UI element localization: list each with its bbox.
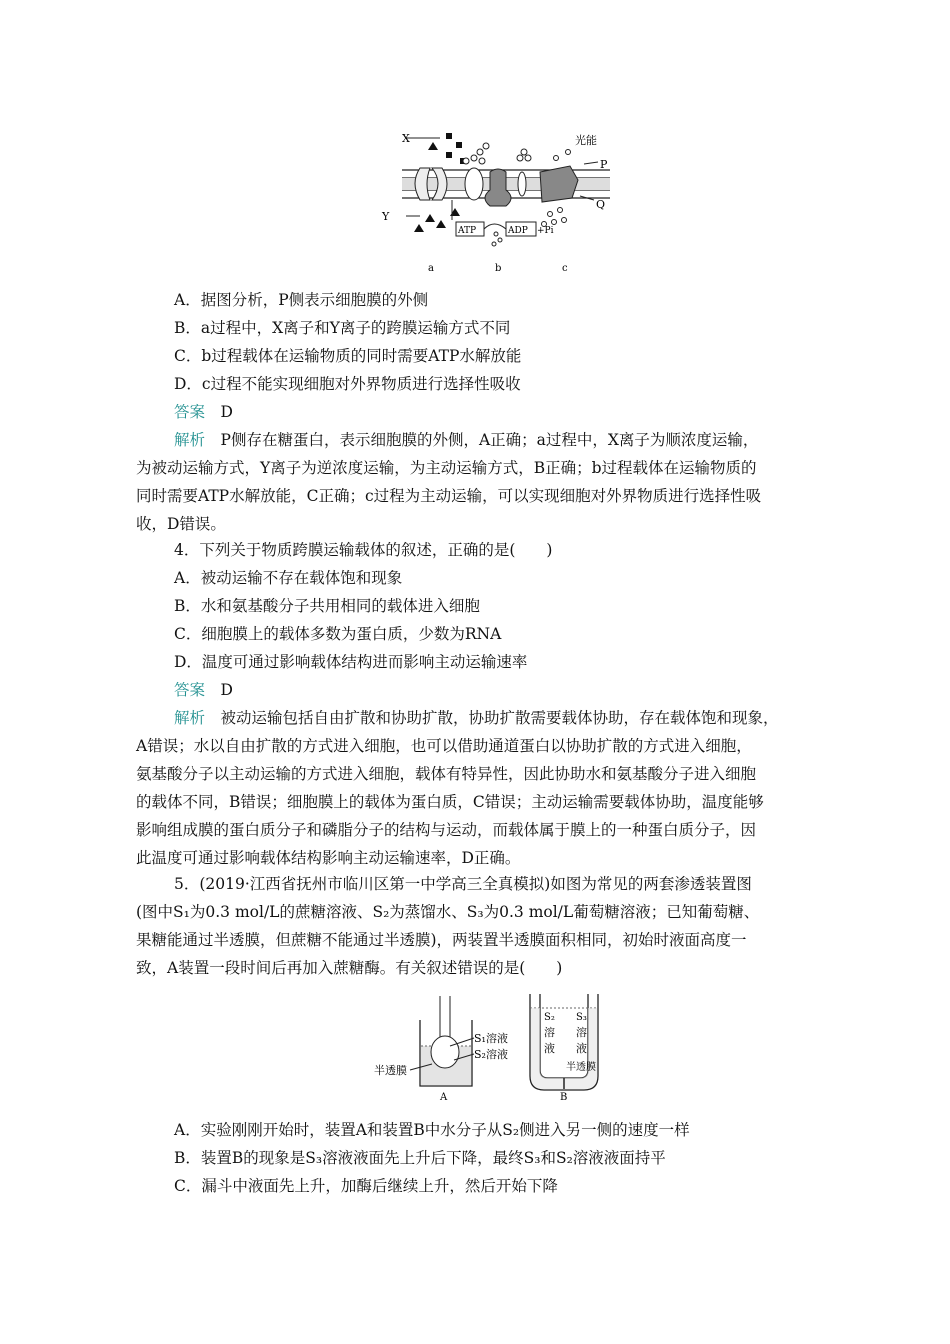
b-s2-label: S₂ <box>544 1012 555 1023</box>
b-s2-char-2: 液 <box>544 1042 555 1055</box>
q3-answer <box>174 398 864 426</box>
label-b: b <box>495 263 502 274</box>
q4-answer-value: D <box>220 681 233 699</box>
q5-stem-line-4: 致，A装置一段时间后再加入蔗糖酶。有关叙述错误的是( ) <box>136 959 563 977</box>
apparatus-a-label: A <box>440 1092 448 1102</box>
b-s3-char-1: 溶 <box>576 1026 587 1039</box>
q4-option-a: A．被动运输不存在载体饱和现象 <box>174 569 403 587</box>
apparatus-b-label: B <box>560 1092 568 1102</box>
osmosis-apparatus-figure <box>370 990 620 1102</box>
a-s1-label: S₁溶液 <box>474 1032 508 1045</box>
q4-analysis-text-1: 被动运输包括自由扩散和协助扩散，协助扩散需要载体协助，存在载体饱和现象， <box>220 709 779 727</box>
q4-stem: 4．下列关于物质跨膜运输载体的叙述，正确的是( ) <box>174 541 553 559</box>
q5-option-c: C．漏斗中液面先上升，加酶后继续上升，然后开始下降 <box>174 1177 558 1195</box>
label-c: c <box>562 263 568 274</box>
q5-stem-line-2: (图中S₁为0.3 mol/L的蔗糖溶液、S₂为蒸馏水、S₃为0.3 mol/L葡萄糖溶液；已知葡萄糖、 <box>136 903 760 921</box>
b-s2-char-1: 溶 <box>544 1026 555 1039</box>
a-s2-label: S₂溶液 <box>474 1048 508 1061</box>
q3-analysis-line-4: 收，D错误。 <box>136 515 226 533</box>
q3-analysis-line-3: 同时需要ATP水解放能，C正确；c过程为主动运输，可以实现细胞对外界物质进行选择性吸 <box>136 487 762 505</box>
label-x: X <box>402 132 410 145</box>
label-y: Y <box>382 210 390 223</box>
q3-analysis-text-1: P侧存在糖蛋白，表示细胞膜的外侧，A正确；a过程中，X离子为顺浓度运输， <box>220 431 759 449</box>
q3-option-b: B．a过程中，X离子和Y离子的跨膜运输方式不同 <box>174 319 511 337</box>
q5-option-a: A．实验刚刚开始时，装置A和装置B中水分子从S₂侧进入另一侧的速度一样 <box>174 1121 690 1139</box>
label-a: a <box>428 263 434 274</box>
label-p: P <box>600 158 608 171</box>
label-adp: ADP <box>508 226 528 236</box>
a-membrane-label: 半透膜 <box>374 1064 407 1077</box>
q3-answer-label: 答案 <box>174 403 206 421</box>
label-pi: +Pi <box>537 226 554 236</box>
q3-option-c: C．b过程载体在运输物质的同时需要ATP水解放能 <box>174 347 522 365</box>
b-membrane-label: 半透膜 <box>566 1062 596 1073</box>
q5-stem-line-3: 果糖能通过半透膜，但蔗糖不能通过半透膜)，两装置半透膜面积相同，初始时液面高度一 <box>136 931 747 949</box>
q4-analysis-line-4: 的载体不同，B错误；细胞膜上的载体为蛋白质，C错误；主动运输需要载体协助，温度能够 <box>136 793 764 811</box>
b-s3-label: S₃ <box>576 1012 587 1023</box>
q3-analysis-line-2: 为被动运输方式，Y离子为逆浓度运输，为主动运输方式，B正确；b过程载体在运输物质的 <box>136 459 757 477</box>
q4-answer <box>174 676 864 704</box>
q4-answer-label: 答案 <box>174 681 206 699</box>
q4-analysis-line-6: 此温度可通过影响载体结构影响主动运输速率，D正确。 <box>136 849 521 867</box>
q5-option-b: B．装置B的现象是S₃溶液液面先上升后下降，最终S₃和S₂溶液液面持平 <box>174 1149 666 1167</box>
q3-analysis-label: 解析 <box>174 431 206 449</box>
q4-option-d: D．温度可通过影响载体结构进而影响主动运输速率 <box>174 653 528 671</box>
b-s3-char-2: 液 <box>576 1042 587 1055</box>
q4-analysis-label: 解析 <box>174 709 206 727</box>
q5-stem-line-1: 5．(2019·江西省抚州市临川区第一中学高三全真模拟)如图为常见的两套渗透装置图 <box>174 875 752 893</box>
label-light: 光能 <box>575 134 597 147</box>
q4-analysis-line-3: 氨基酸分子以主动运输的方式进入细胞，载体有特异性，因此协助水和氨基酸分子进入细胞 <box>136 765 757 783</box>
q4-option-b: B．水和氨基酸分子共用相同的载体进入细胞 <box>174 597 480 615</box>
osmosis-diagram-svg <box>370 990 620 1102</box>
q3-option-a: A．据图分析，P侧表示细胞膜的外侧 <box>174 291 429 309</box>
q3-option-d: D．c过程不能实现细胞对外界物质进行选择性吸收 <box>174 375 521 393</box>
q3-analysis-line-1 <box>174 426 864 454</box>
membrane-transport-figure <box>370 128 620 278</box>
q4-analysis-line-2: A错误；水以自由扩散的方式进入细胞，也可以借助通道蛋白以协助扩散的方式进入细胞， <box>136 737 752 755</box>
q4-analysis-line-5: 影响组成膜的蛋白质分子和磷脂分子的结构与运动，而载体属于膜上的一种蛋白质分子，因 <box>136 821 757 839</box>
label-atp: ATP <box>458 226 477 236</box>
membrane-diagram-svg <box>370 128 620 278</box>
label-q: Q <box>596 198 606 211</box>
q4-option-c: C．细胞膜上的载体多数为蛋白质，少数为RNA <box>174 625 502 643</box>
q4-analysis-line-1 <box>174 704 864 732</box>
q3-answer-value: D <box>220 403 233 421</box>
